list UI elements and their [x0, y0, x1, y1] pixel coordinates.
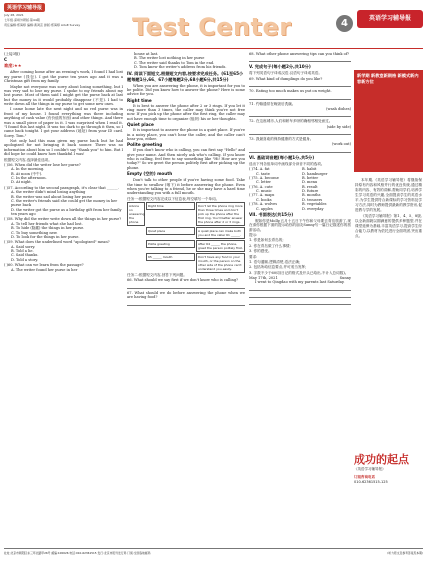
option: A. To tell her friends what she had lost.	[11, 221, 83, 226]
tip-title: Right time	[127, 97, 152, 103]
question-70: 70. Eating too much makes us put on weight.	[249, 89, 332, 94]
column-3	[249, 52, 351, 307]
answer-line[interactable]	[249, 300, 351, 305]
continued-option: house at last.	[134, 52, 159, 56]
question-72: 72. 在这座城市,人们和轿车多呀的确相邻相处而过。	[249, 119, 333, 124]
issue-number: 4	[336, 15, 353, 32]
phonics-item: ( )75. A. become	[249, 175, 279, 180]
option: A. In the morning.	[11, 167, 45, 172]
diary-first-line: I went to Qingdao with my parents last Saturday.	[255, 280, 345, 285]
question-60	[4, 263, 123, 272]
table-tip: Polite greeting	[146, 240, 195, 248]
phonics-item: B. habit	[302, 167, 317, 172]
hint-item: 3. 你的感受。	[249, 249, 272, 254]
answer-line[interactable]	[249, 82, 351, 87]
footer-left: 社址:北京市朝阳区东三环北路甲26号 邮编:100026 电话:010-62361515 发行:北京市报刊发行局 订阅:全国各地邮局	[4, 551, 151, 555]
order-phone: 010-62361515-125	[354, 480, 388, 484]
masthead-date: July 28, 2021	[4, 13, 24, 17]
phonics-item: B. better	[302, 175, 319, 180]
sidebar-more: 《英语学习辅导报》第1、4、5、8版,以全新面貌以期满意的提供多种题型,并在课堂延伸为基础,丰富英语学习,提高学生综合能力,以教材为依托进行全面巩固,突出重点。	[355, 214, 422, 238]
question-71: 71. 约翰通常在晚饭后洗碗。	[249, 101, 296, 106]
answer-line[interactable]	[249, 148, 351, 153]
section-v-instruction: 将下列英语句子译成汉语,汉语句子译成英语。	[249, 71, 323, 76]
table-tip: Quiet place	[146, 227, 195, 235]
tip-text: Don't talk to other people if you're having some food. Take the time to swallow (咽下) it before answering the phone. Even when you're talking to a friend, he or she may have a hard time understanding you with a full mouth.	[127, 178, 245, 196]
table-tip: Right time	[146, 202, 195, 210]
hint-item: 1. 你是如何去青岛的;	[249, 238, 284, 243]
question-67: 67. What should we do before answering the phone when we are having food?	[127, 290, 245, 300]
passage-paragraph: I came home late the next night and no red purse was in front of my house. I found everything was there including anything of cash value (有价值的东西) and other things. And there was a small piece of paper in it. I was surprised when I read it. "I found this last night. It was too dark to go through it then, so I came back tonight. I got your address (地址) from your ID card. Sorry. Tom."	[4, 107, 123, 138]
continued-option: C. The writer said thanks to Tom in the end.	[134, 60, 215, 65]
promo-box	[354, 70, 423, 172]
question-stem: ( )57. According to the second paragraph, it's clear that ______.	[4, 185, 119, 190]
table-content: Don't let the phone ring more than three times and don't pick up the phone after the first ring. You'd better answer the phone after 2 or 3 rings.	[196, 202, 245, 226]
option: C. In the afternoon.	[11, 176, 47, 180]
question-73: 73. 我最喜欢的保持健康的方式是健身。	[249, 137, 314, 141]
section-v-title: V. 完成句子(每小题2分,共10分)	[249, 64, 311, 70]
phonics-item: D. future	[302, 189, 319, 193]
question-stem: ( )59. What does the underlined word "apologized" mean?	[4, 240, 110, 245]
table-tip: 65 ______ mouth	[146, 253, 195, 261]
section-vi-title: VI. 基础词音题(每小题1分,共5分)	[249, 154, 315, 160]
question-71-hint: (wash dishes)	[326, 106, 351, 111]
phonics-item: B. months	[302, 193, 321, 198]
task1-instruction: 任务一:根据短文内容完成以下信息表,每空填写一个单词。	[127, 196, 220, 201]
answer-line[interactable]	[127, 301, 245, 306]
passage-paragraph: After coming home after an evening's work, I found I had lost my purse (钱包). I got the purse ten years ago and it was a Christmas gift from my family.	[4, 70, 123, 84]
option: B. the writer was sad about losing her purse	[11, 194, 93, 199]
advice-label: Advice on answering the phone	[129, 204, 145, 224]
answer-line[interactable]	[127, 284, 245, 289]
requirements-title: 要求:	[249, 254, 258, 259]
section-iv-title: IV. 阅读下面短文,根据短文内容,按要求完成任务。(61至65小题每题1分,66、67小题每题2分,68小题6分,共15分)	[127, 70, 244, 82]
option: B. To hide (隐藏) the things in her purse.	[11, 226, 85, 231]
phonics-item: D. trousers	[302, 197, 323, 202]
phonics-item: D. hamburger	[302, 171, 328, 176]
hint-item: 2. 你在青岛做了什么事情;	[249, 243, 291, 248]
question-56	[4, 163, 123, 185]
question-stem: ( )58. Why did the writer write down all the things in her purse?	[4, 217, 122, 222]
phonics-item: C. apples	[256, 206, 273, 211]
option: B. Told a lie.	[11, 249, 34, 253]
column-2	[127, 52, 245, 308]
answer-line[interactable]	[249, 112, 351, 117]
table-content: After 64 ______ the phone, greet the person politely first.	[196, 240, 245, 252]
writing-prompt: 假如你是Molly,五月十五日下午你和父母要去青岛旅游了,现在请你根据下面的提示给你的朋友Sunny写一篇日记描述你的旅游活动。	[249, 218, 351, 232]
question-73-hint: (work out)	[331, 142, 351, 147]
answer-line[interactable]	[249, 293, 351, 298]
continued-option: D. Tom knew the writer's address from his friends.	[134, 65, 227, 70]
tip-text: If you don't know who is calling, you can first say "Hello" and give your name. And then nicely ask who's calling. If you know who is calling, feel free to say something like "Hi! How are you today?" So we greet the person politely first after picking up the phone.	[127, 148, 246, 170]
table-content: Don't have any food in your mouth, or the person on the other side of the phone can't understand you easily.	[196, 253, 245, 273]
phonics-item: ( )78. A. wolves	[249, 202, 278, 207]
answer-line[interactable]	[249, 95, 351, 100]
logo: 英语学习辅导报	[4, 3, 45, 12]
banner	[110, 10, 355, 44]
question-68: 68. What other phone answering tips can you think of?	[249, 52, 350, 56]
promo-title: 新学期 新教室新期格 新模式新内容新方位	[357, 73, 419, 84]
task2-instruction: 任务二:根据短文内容,回答下列问题。	[127, 273, 187, 277]
masthead	[4, 3, 92, 27]
slogan-sub: 《英语学习辅导报》	[354, 467, 386, 471]
option: C. To buy something new.	[11, 230, 58, 235]
page-footer	[4, 548, 423, 555]
requirement-item: 1. 语句通顺,逻辑清楚,语法正确;	[249, 259, 301, 264]
page-header	[0, 0, 427, 52]
diary-date: May 17th, 2021	[249, 276, 278, 280]
phonics-item: B. vegetables	[302, 202, 327, 207]
slogan: 成功的起点	[354, 453, 409, 466]
answer-line[interactable]	[249, 57, 351, 62]
page-title: Test Center	[132, 13, 292, 41]
masthead-editors: 责任编辑:郑海婷 编辑:黄鸿芸 排版:郑海婷 Adult Survey	[4, 23, 81, 27]
sidebar-text	[355, 178, 422, 240]
tip-title: Polite greeting	[127, 142, 163, 148]
option: D. Told a story.	[11, 257, 39, 262]
header-rule	[4, 48, 423, 49]
section-vi-instruction: 选出下列各组单词中画线部分读音不同的选项。	[249, 161, 325, 166]
tip-text: It is important to answer the phone in a quiet place. If you're in a noisy place, you can't hear the caller, and the caller can't hear you, either.	[127, 128, 245, 141]
phonics-item: ( )77. A. maps	[249, 193, 275, 198]
phonics-item: C. taste	[256, 171, 270, 176]
option: D. At night.	[11, 180, 32, 185]
brand-badge: 英语学习辅导报	[357, 10, 423, 28]
passage-paragraph: Not only had this man given my purse back but he had apologized for not bringing it back sooner. There was no information about him so I couldn't say "thank you" to him. But I did hope he could know how thankful I was!	[4, 139, 123, 157]
intro-paragraph: When you are answering the phone, it is important for you to be polite. Did you know how to answer the phone? Here is some advice for you.	[127, 83, 245, 97]
section-vii-title: VII. 书面表达(共15分)	[249, 211, 294, 217]
masthead-edition: 七年级·深圳外研版·第44期	[4, 18, 40, 22]
continued-option: B. The writer lost nothing in her purse	[134, 56, 205, 61]
table-content: A quiet place can make both you and the caller 61 ______.	[196, 227, 245, 239]
instruction: 根据短文内容,选择最佳选项。	[4, 157, 52, 162]
section-c-title: C	[4, 57, 8, 63]
column-1	[4, 52, 123, 272]
question-59	[4, 240, 123, 262]
phonics-table	[249, 167, 351, 211]
option: D. To look for the things in her purse.	[11, 234, 80, 239]
question-stem: ( )56. When did the writer lose her purse?	[4, 162, 81, 167]
sidebar-intro: 本年期,《英语学习辅导报》将继续保持原有内容和风格并行的优良传统,通过精彩的内容、有效的讲解,帮助同学们,培养学生学习英语的兴趣,全面提高学生的英语水平,为学生提供符合新课标的学习资料及学习方法,同时为教师提供最新的教学资讯,促进教与学的发展。	[355, 178, 422, 212]
question-stem: ( )60. What can we learn from the passage?	[4, 263, 84, 268]
question-69: 69. What kind of dumplings do you like?	[249, 76, 323, 81]
diary-weather: Sunny	[339, 276, 351, 280]
order-title: 订阅咨询电话	[354, 475, 375, 479]
hints-title: 提示:	[249, 233, 258, 237]
option: A. The writer found her purse in her	[11, 267, 78, 272]
question-72-hint: (side by side)	[326, 124, 351, 129]
phonics-item: ( )76. A. cute	[249, 184, 273, 189]
phonics-item: D. menu	[302, 180, 318, 185]
info-table	[127, 202, 245, 273]
answer-line[interactable]	[249, 130, 351, 135]
phonics-item: B. result	[302, 184, 318, 189]
requirement-item: 3. 字数不少于60词(日记的格式及开头已给出,不计入总词数)。	[249, 270, 349, 275]
option: A. Said sorry.	[11, 244, 36, 249]
tip-title: Quiet place	[127, 122, 154, 128]
phonics-item: ( )74. A. fat	[249, 167, 270, 172]
sidebar-footer	[354, 451, 423, 484]
tip-title: Empty (空的) mouth	[127, 171, 173, 177]
phonics-item: C. letter	[256, 180, 271, 185]
question-58	[4, 217, 123, 239]
passage-paragraph: Maybe not everyone was sorry about losing something, but I was very sad to lose my purse. I spoke to my friends about my lost purse. Most of them said I might get the purse back at last but the money in it would probably disappear (不见). I had to write down all the things in my purse to get some new ones.	[4, 84, 123, 106]
tip-text: It is best to answer the phone after 2 or 3 rings. If you let it ring more than 3 times, the caller may think you're not free now. If you pick up the phone after the first ring, the caller may not have enough time to organize (组织) his or her thoughts.	[127, 103, 245, 121]
question-57	[4, 186, 123, 217]
option: C. Said thanks.	[11, 253, 39, 258]
option: C. the writer's friends said she could get the money in her purse back	[11, 198, 118, 208]
continued-label: (上接3版)	[4, 52, 20, 56]
requirement-item: 2. 包括所给信息要点,并可适当发挥;	[249, 265, 307, 270]
phonics-item: C. music	[256, 189, 272, 193]
option: D. the writer got the purse as a birthday gift from her family ten years ago	[11, 207, 122, 216]
phonics-item: C. books	[256, 197, 272, 202]
footer-right: (听力原文及参考答案见本期)	[387, 551, 423, 555]
option: B. At noon (中午).	[11, 171, 43, 176]
difficulty: 难度:★★	[4, 63, 22, 69]
answer-line[interactable]	[249, 286, 351, 291]
phonics-item: D. everyday	[302, 206, 324, 211]
option: A. the writer didn't mind losing anything	[11, 190, 86, 195]
question-66: 66. What should we say first if we don't know who is calling?	[127, 278, 239, 283]
